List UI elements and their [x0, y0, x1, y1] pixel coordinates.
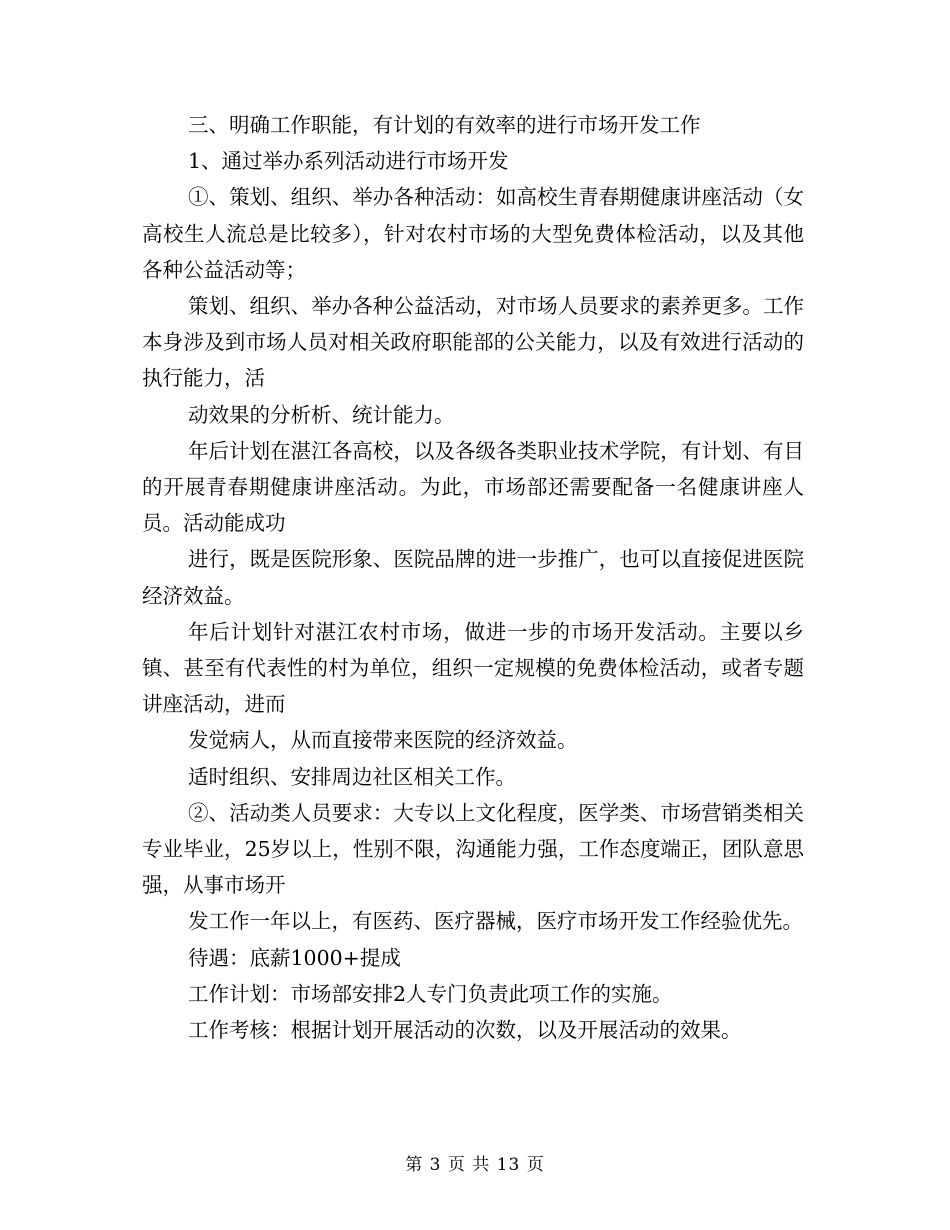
- paragraph-staff-requirements: ②、活动类人员要求：大专以上文化程度，医学类、市场营销类相关专业毕业，25岁以上，性别不限，沟通能力强，工作态度端正，团队意思强，从事市场开: [142, 800, 804, 898]
- section-heading: 三、明确工作职能，有计划的有效率的进行市场开发工作: [188, 113, 701, 137]
- paragraph-community: 适时组织、安排周边社区相关工作。: [188, 764, 516, 789]
- paragraph-work-plan: 工作计划：市场部安排2人专门负责此项工作的实施。: [188, 981, 673, 1006]
- paragraph-promotion: 进行，既是医院形象、医院品牌的进一步推广，也可以直接促进医院经济效益。: [142, 547, 804, 608]
- document-body: [142, 107, 804, 1048]
- paragraph-activities: ①、策划、组织、举办各种活动：如高校生青春期健康讲座活动（女高校生人流总是比较多），针对农村市场的大型免费体检活动，以及其他各种公益活动等；: [142, 185, 804, 282]
- paragraph-experience: 发工作一年以上，有医药、医疗器械，医疗市场开发工作经验优先。: [188, 909, 803, 934]
- paragraph-public-welfare: 策划、组织、举办各种公益活动，对市场人员要求的素养更多。工作本身涉及到市场人员对相关政府职能部的公关能力，以及有效进行活动的执行能力，活: [142, 294, 804, 391]
- paragraph-salary: 待遇：底薪1000+提成: [188, 945, 401, 970]
- paragraph-patients: 发觉病人，从而直接带来医院的经济效益。: [188, 728, 578, 753]
- paragraph-analysis: 动效果的分析析、统计能力。: [188, 402, 455, 427]
- page-number-footer: 第 3 页 共 13 页: [405, 1155, 545, 1175]
- paragraph-assessment: 工作考核：根据计划开展活动的次数，以及开展活动的效果。: [188, 1018, 742, 1043]
- paragraph-college-plan: 年后计划在湛江各高校，以及各级各类职业技术学院，有计划、有目的开展青春期健康讲座活动。为此，市场部还需要配备一名健康讲座人员。活动能成功: [142, 438, 804, 536]
- subsection-heading: 1、通过举办系列活动进行市场开发: [188, 149, 509, 174]
- paragraph-rural-plan: 年后计划针对湛江农村市场，做进一步的市场开发活动。主要以乡镇、甚至有代表性的村为单位，组织一定规模的免费体检活动，或者专题讲座活动，进而: [142, 619, 804, 717]
